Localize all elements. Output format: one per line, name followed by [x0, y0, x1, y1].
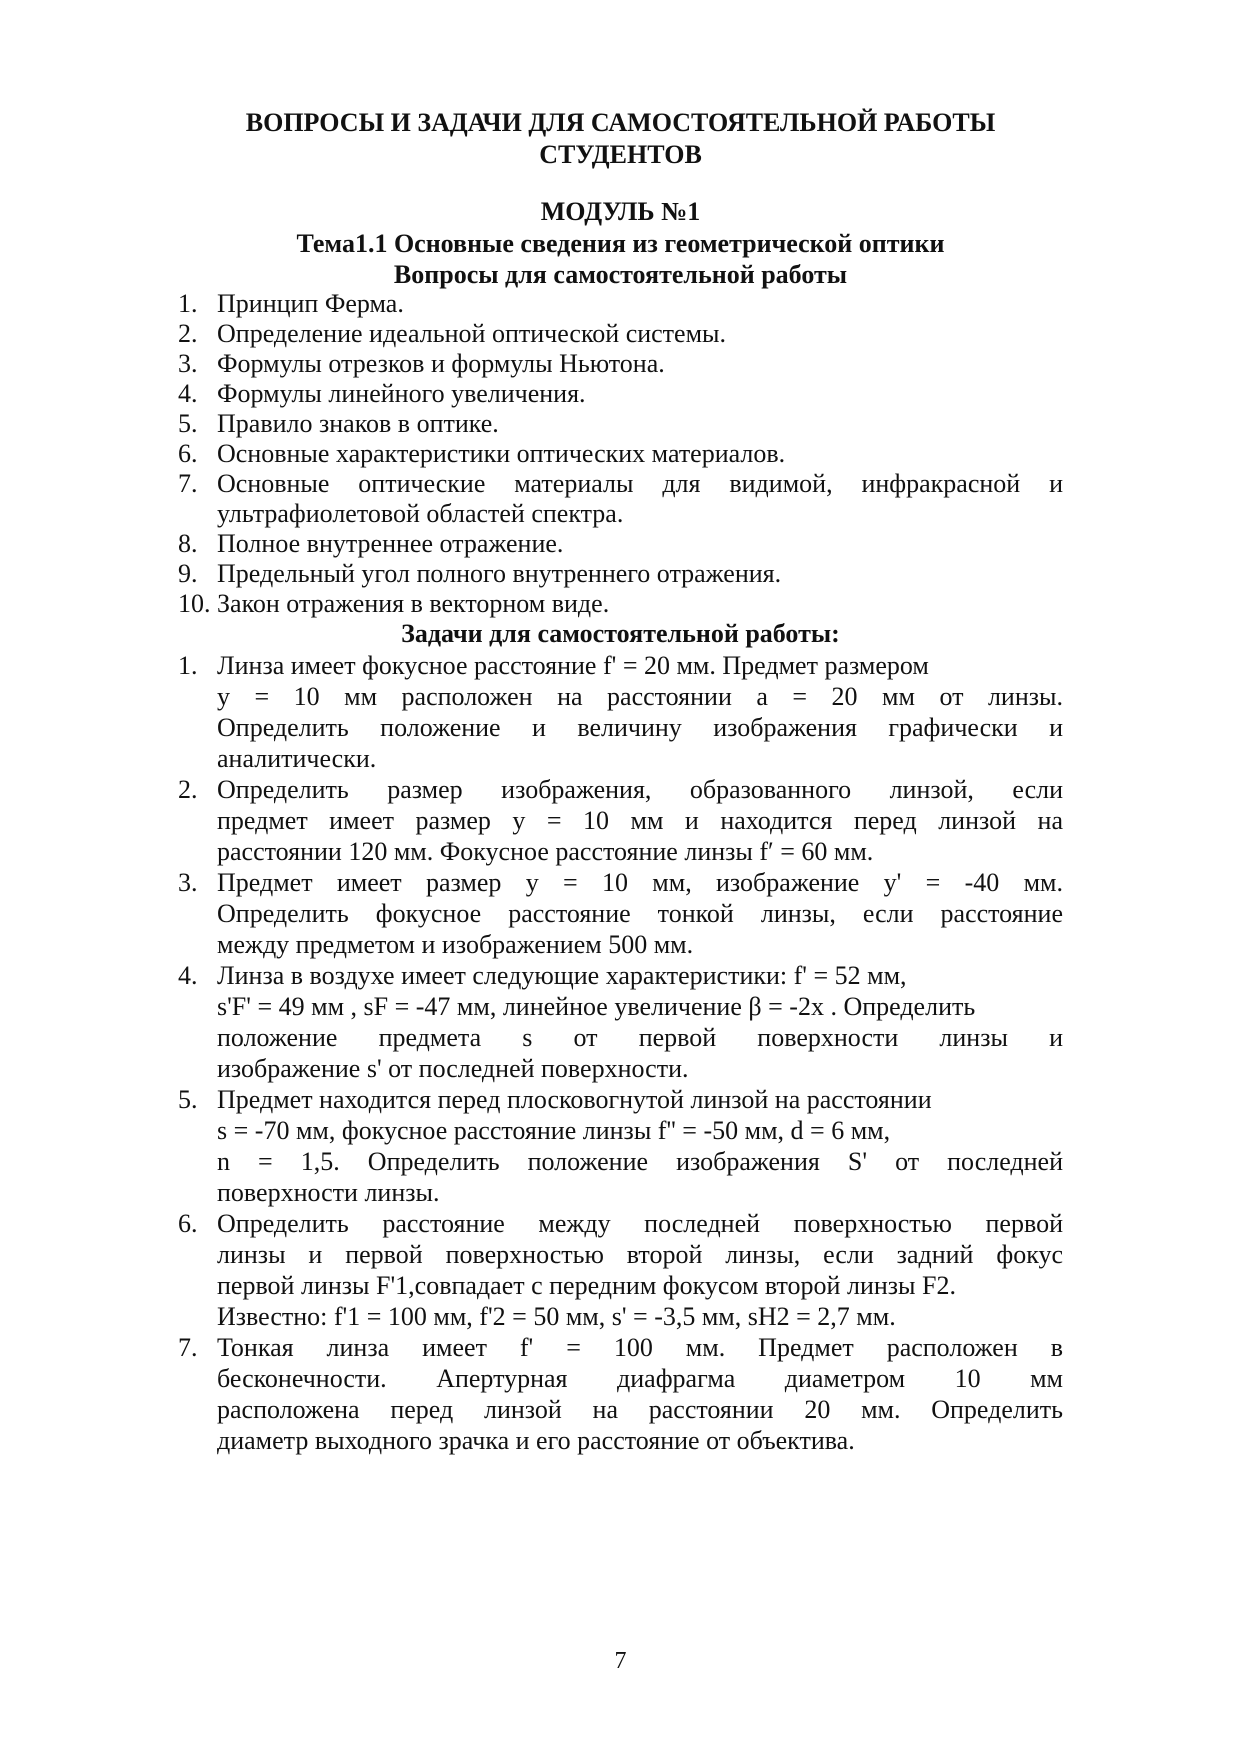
question-number: 4.	[178, 379, 198, 408]
question-text: Правило знаков в оптике.	[217, 409, 499, 438]
task-line: Предмет находится перед плосковогнутой линзой на расстоянии	[217, 1085, 932, 1114]
task-line: расстоянии 120 мм. Фокусное расстояние линзы f′ = 60 мм.	[217, 837, 874, 866]
task-number: 2.	[178, 775, 198, 804]
task-line: предмет имеет размер y = 10 мм и находится перед линзой на	[217, 806, 1063, 835]
task-line: Тонкая линза имеет f' = 100 мм. Предмет расположен в	[217, 1333, 1063, 1362]
task-line: Определить положение и величину изображения графически и	[217, 713, 1063, 742]
question-number: 6.	[178, 439, 198, 468]
task-line: Предмет имеет размер y = 10 мм, изображение y' = -40 мм.	[217, 868, 1063, 897]
task-line: первой линзы F'1,совпадает с передним фокусом второй линзы F2.	[217, 1271, 956, 1300]
question-text: Основные оптические материалы для видимой, инфракрасной и	[217, 469, 1063, 498]
question-text: Формулы отрезков и формулы Ньютона.	[217, 349, 665, 378]
questions-heading: Вопросы для самостоятельной работы	[393, 260, 848, 289]
task-line: поверхности линзы.	[217, 1178, 440, 1207]
task-line: Линза в воздухе имеет следующие характеристики: f' = 52 мм,	[217, 961, 907, 990]
question-text: Формулы линейного увеличения.	[217, 379, 586, 408]
question-number: 9.	[178, 559, 198, 588]
question-text: Основные характеристики оптических материалов.	[217, 439, 786, 468]
question-number: 2.	[178, 319, 198, 348]
task-line: Определить размер изображения, образованного линзой, если	[217, 775, 1063, 804]
task-line: аналитически.	[217, 744, 377, 773]
question-text: Определение идеальной оптической системы.	[217, 319, 727, 348]
task-line: n = 1,5. Определить положение изображения S' от последней	[217, 1147, 1063, 1176]
question-text: Полное внутреннее отражение.	[217, 529, 564, 558]
task-number: 5.	[178, 1085, 198, 1114]
tasks-heading: Задачи для самостоятельной работы:	[401, 619, 840, 648]
topic-heading: Тема1.1 Основные сведения из геометрической оптики	[296, 229, 945, 258]
question-number: 8.	[178, 529, 198, 558]
question-text: Предельный угол полного внутреннего отражения.	[217, 559, 782, 588]
page-number: 7	[614, 1648, 627, 1674]
task-number: 6.	[178, 1209, 198, 1238]
question-text: Закон отражения в векторном виде.	[217, 589, 610, 618]
task-line: изображение s' от последней поверхности.	[217, 1054, 689, 1083]
question-text-continued: ультрафиолетовой областей спектра.	[217, 499, 624, 528]
task-line: бесконечности. Апертурная диафрагма диаметром 10 мм	[217, 1364, 1063, 1393]
task-line: положение предмета s от первой поверхности линзы и	[217, 1023, 1063, 1052]
question-number: 5.	[178, 409, 198, 438]
task-line: Линза имеет фокусное расстояние f' = 20 мм. Предмет размером	[217, 651, 929, 680]
question-text: Принцип Ферма.	[217, 289, 404, 318]
question-number: 1.	[178, 289, 198, 318]
question-number: 7.	[178, 469, 198, 498]
task-line: y = 10 мм расположен на расстоянии a = 20 мм от линзы.	[217, 682, 1063, 711]
task-line: между предметом и изображением 500 мм.	[217, 930, 694, 959]
task-number: 7.	[178, 1333, 198, 1362]
task-number: 3.	[178, 868, 198, 897]
title-line-2: СТУДЕНТОВ	[539, 140, 702, 169]
question-number: 10.	[178, 589, 211, 618]
task-line: Определить расстояние между последней поверхностью первой	[217, 1209, 1063, 1238]
task-line: диаметр выходного зрачка и его расстояние от объектива.	[217, 1426, 855, 1455]
title-line-1: ВОПРОСЫ И ЗАДАЧИ ДЛЯ САМОСТОЯТЕЛЬНОЙ РАБОТЫ	[245, 108, 996, 137]
task-line: линзы и первой поверхностью второй линзы, если задний фокус	[217, 1240, 1063, 1269]
task-number: 4.	[178, 961, 198, 990]
question-number: 3.	[178, 349, 198, 378]
module-heading: МОДУЛЬ №1	[540, 197, 701, 226]
task-line: Известно: f'1 = 100 мм, f'2 = 50 мм, s' = -3,5 мм, sH2 = 2,7 мм.	[217, 1302, 896, 1331]
task-number: 1.	[178, 651, 198, 680]
task-line: s = -70 мм, фокусное расстояние линзы f'' = -50 мм, d = 6 мм,	[217, 1116, 891, 1145]
task-line: Определить фокусное расстояние тонкой линзы, если расстояние	[217, 899, 1063, 928]
task-line: расположена перед линзой на расстоянии 20 мм. Определить	[217, 1395, 1063, 1424]
task-line: s'F' = 49 мм , sF = -47 мм, линейное увеличение β = -2x . Определить	[217, 992, 976, 1021]
